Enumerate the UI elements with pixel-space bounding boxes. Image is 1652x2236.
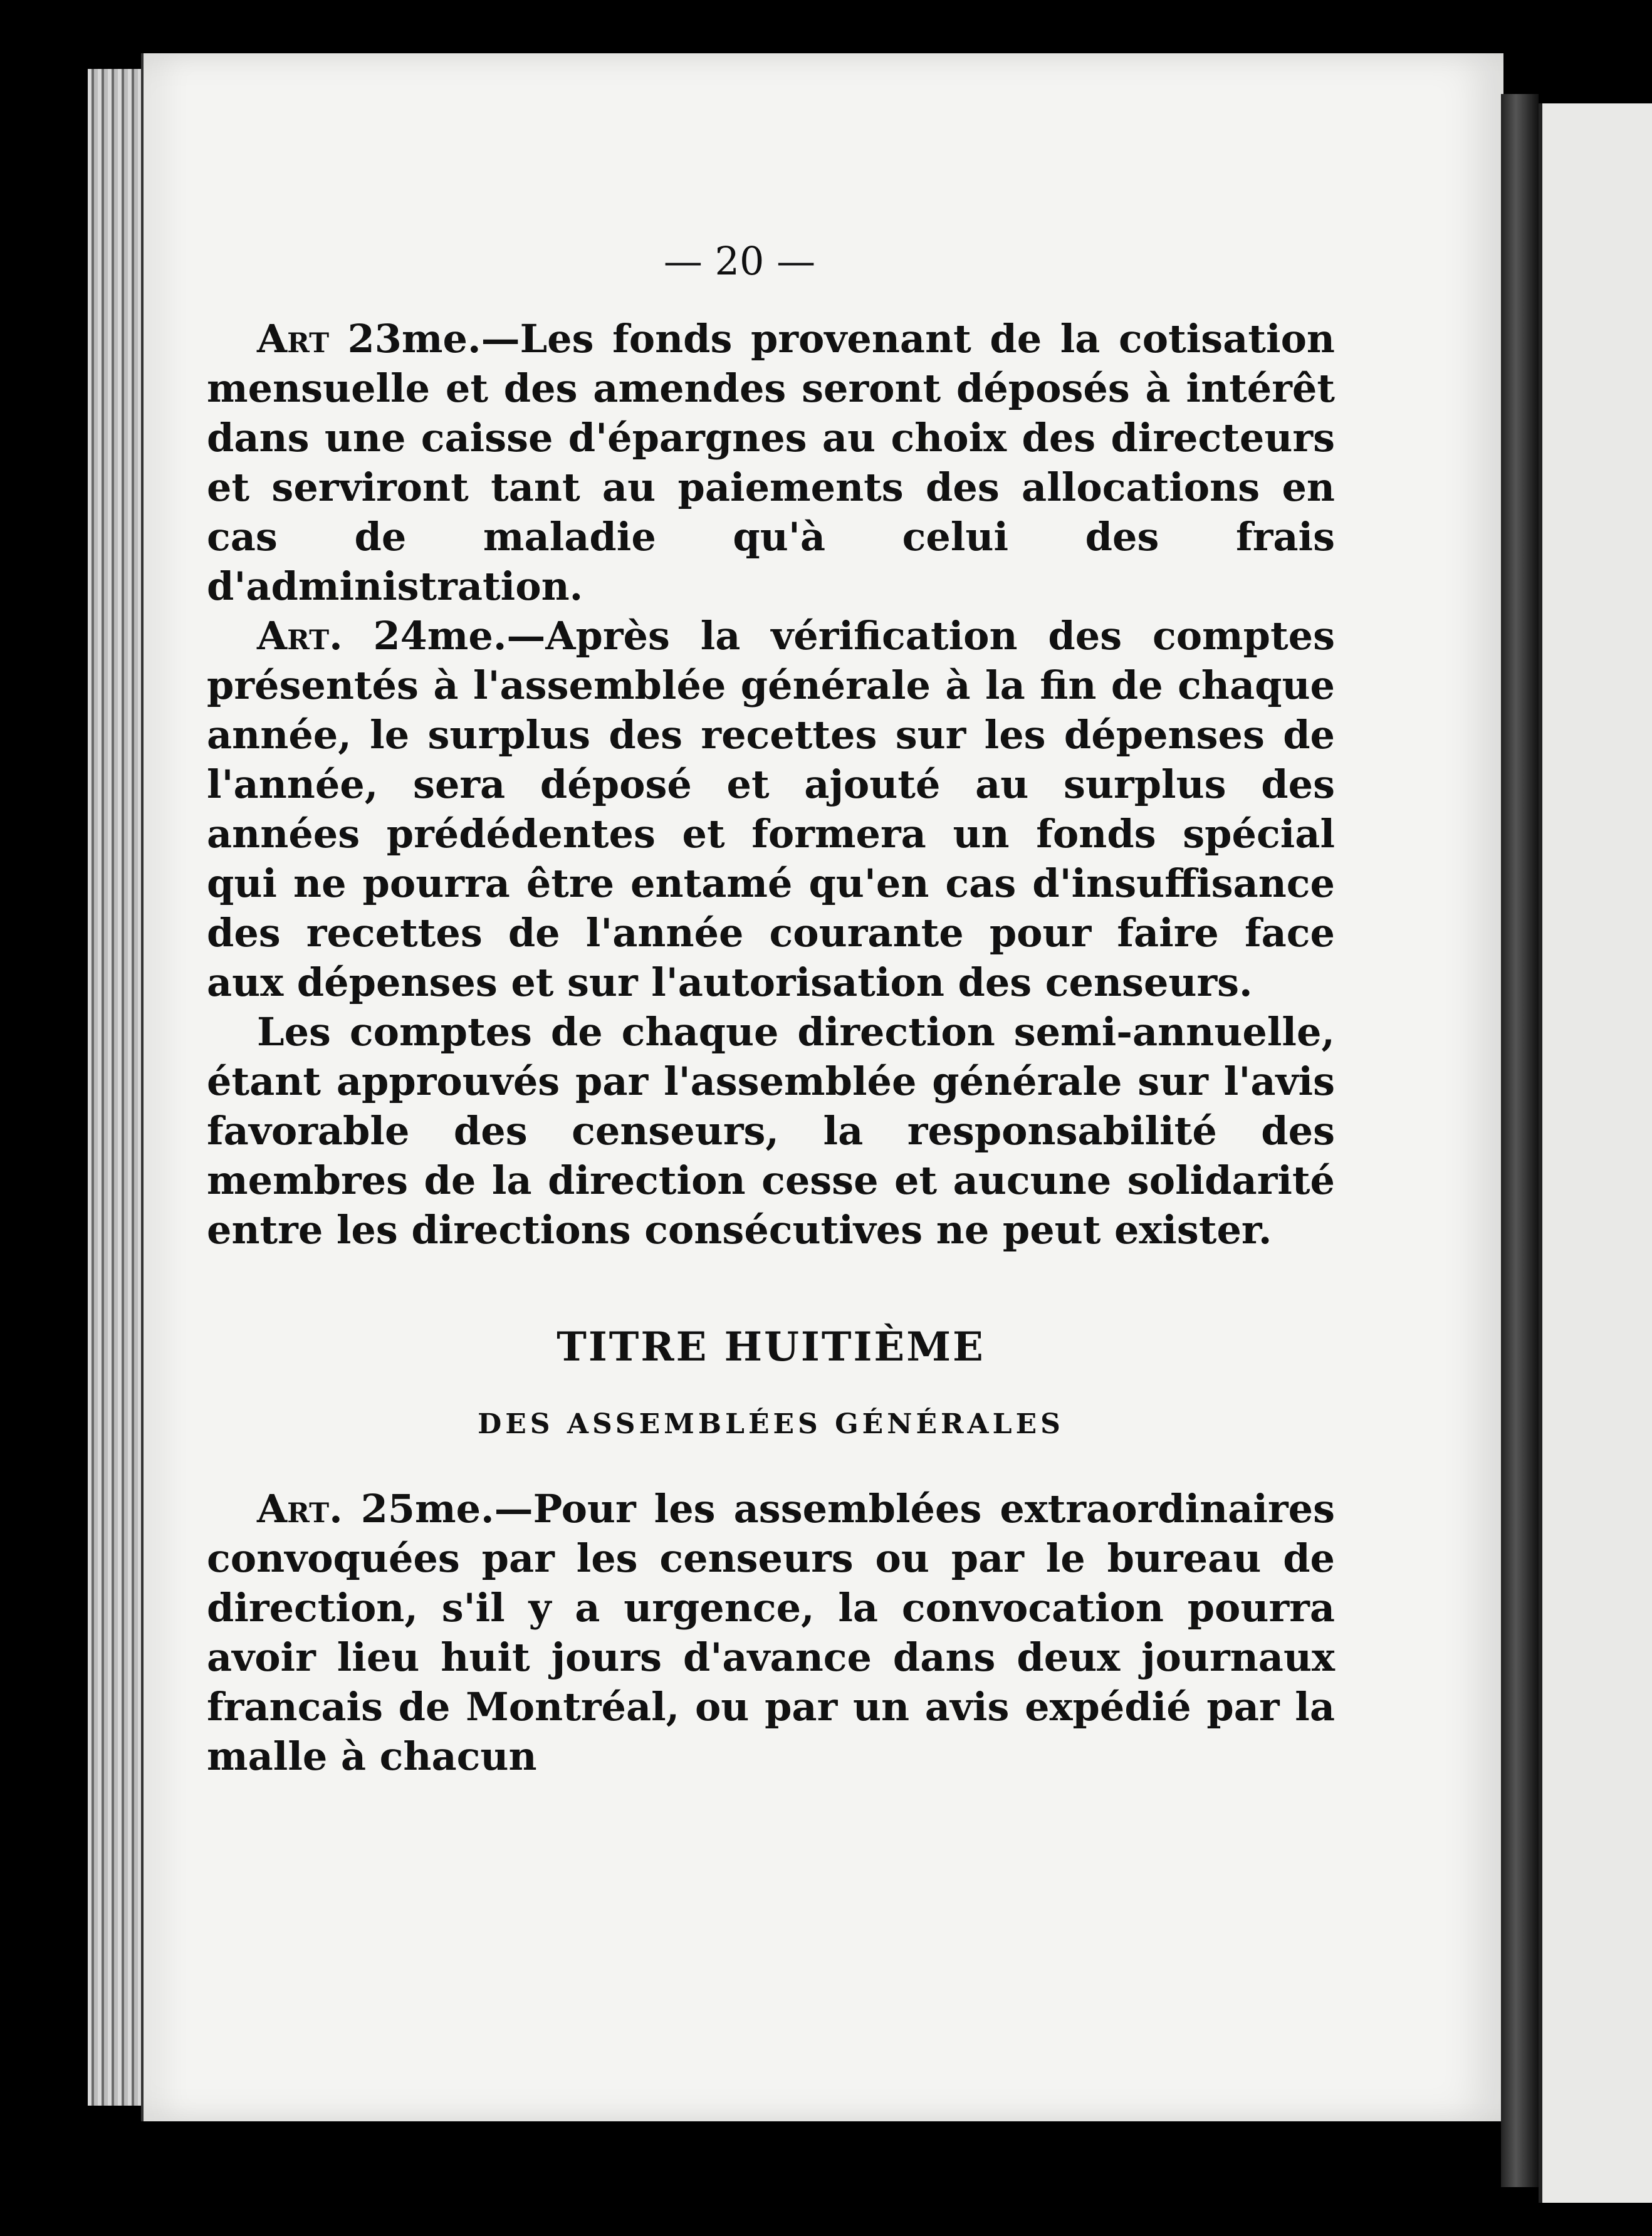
book-binding	[1501, 94, 1539, 2187]
page-edges	[88, 69, 144, 2106]
page-text	[207, 238, 1335, 1781]
article-label: Art.	[257, 1486, 343, 1532]
article-text: —Après la vérification des comptes présentés à l'assemblée générale à la fin de chaque année, le surplus des recettes sur les dépenses de l'année, sera déposé et ajouté au surplus des années prédédentes et formera un fonds spécial qui ne pourra être entamé qu'en cas d'insuffisance des recettes de l'année courante pour faire face aux dépenses et sur l'autorisation des censeurs.	[207, 613, 1335, 1005]
article-number: 24me.	[342, 613, 507, 659]
section-subtitle: DES ASSEMBLÉES GÉNÉRALES	[478, 1408, 1064, 1440]
adjacent-page	[1539, 103, 1652, 2203]
article-24-paragraph-2: Les comptes de chaque direction semi-annuelle, étant approuvés par l'assemblée générale sur l'avis favorable des censeurs, la responsabilité des membres de la direction cesse et aucune solidarité entre les directions consécutives ne peut exister.	[207, 1009, 1335, 1253]
article-label: Art.	[257, 613, 343, 659]
article-25	[207, 1484, 1335, 1781]
article-24	[207, 611, 1335, 1007]
article-number: 25me.	[342, 1486, 494, 1532]
section-title: TITRE HUITIÈME	[557, 1324, 985, 1371]
article-text: —Les fonds provenant de la cotisation mensuelle et des amendes seront déposés à intérêt dans une caisse d'épargnes au choix des directeurs et serviront tant au paiements des allocations en cas de maladie qu'à celui des frais d'administration.	[207, 316, 1336, 609]
page-number: — 20 —	[663, 238, 816, 284]
article-number: 23me.	[329, 316, 481, 362]
article-text: —Pour les assemblées extraordinaires convoquées par les censeurs ou par le bureau de direction, s'il y a urgence, la convocation pourra avoir lieu huit jours d'avance dans deux journaux francais de Montréal, ou par un avis expédié par la malle à chacun	[207, 1486, 1335, 1779]
article-label: Art	[257, 316, 330, 362]
article-23	[207, 314, 1335, 611]
